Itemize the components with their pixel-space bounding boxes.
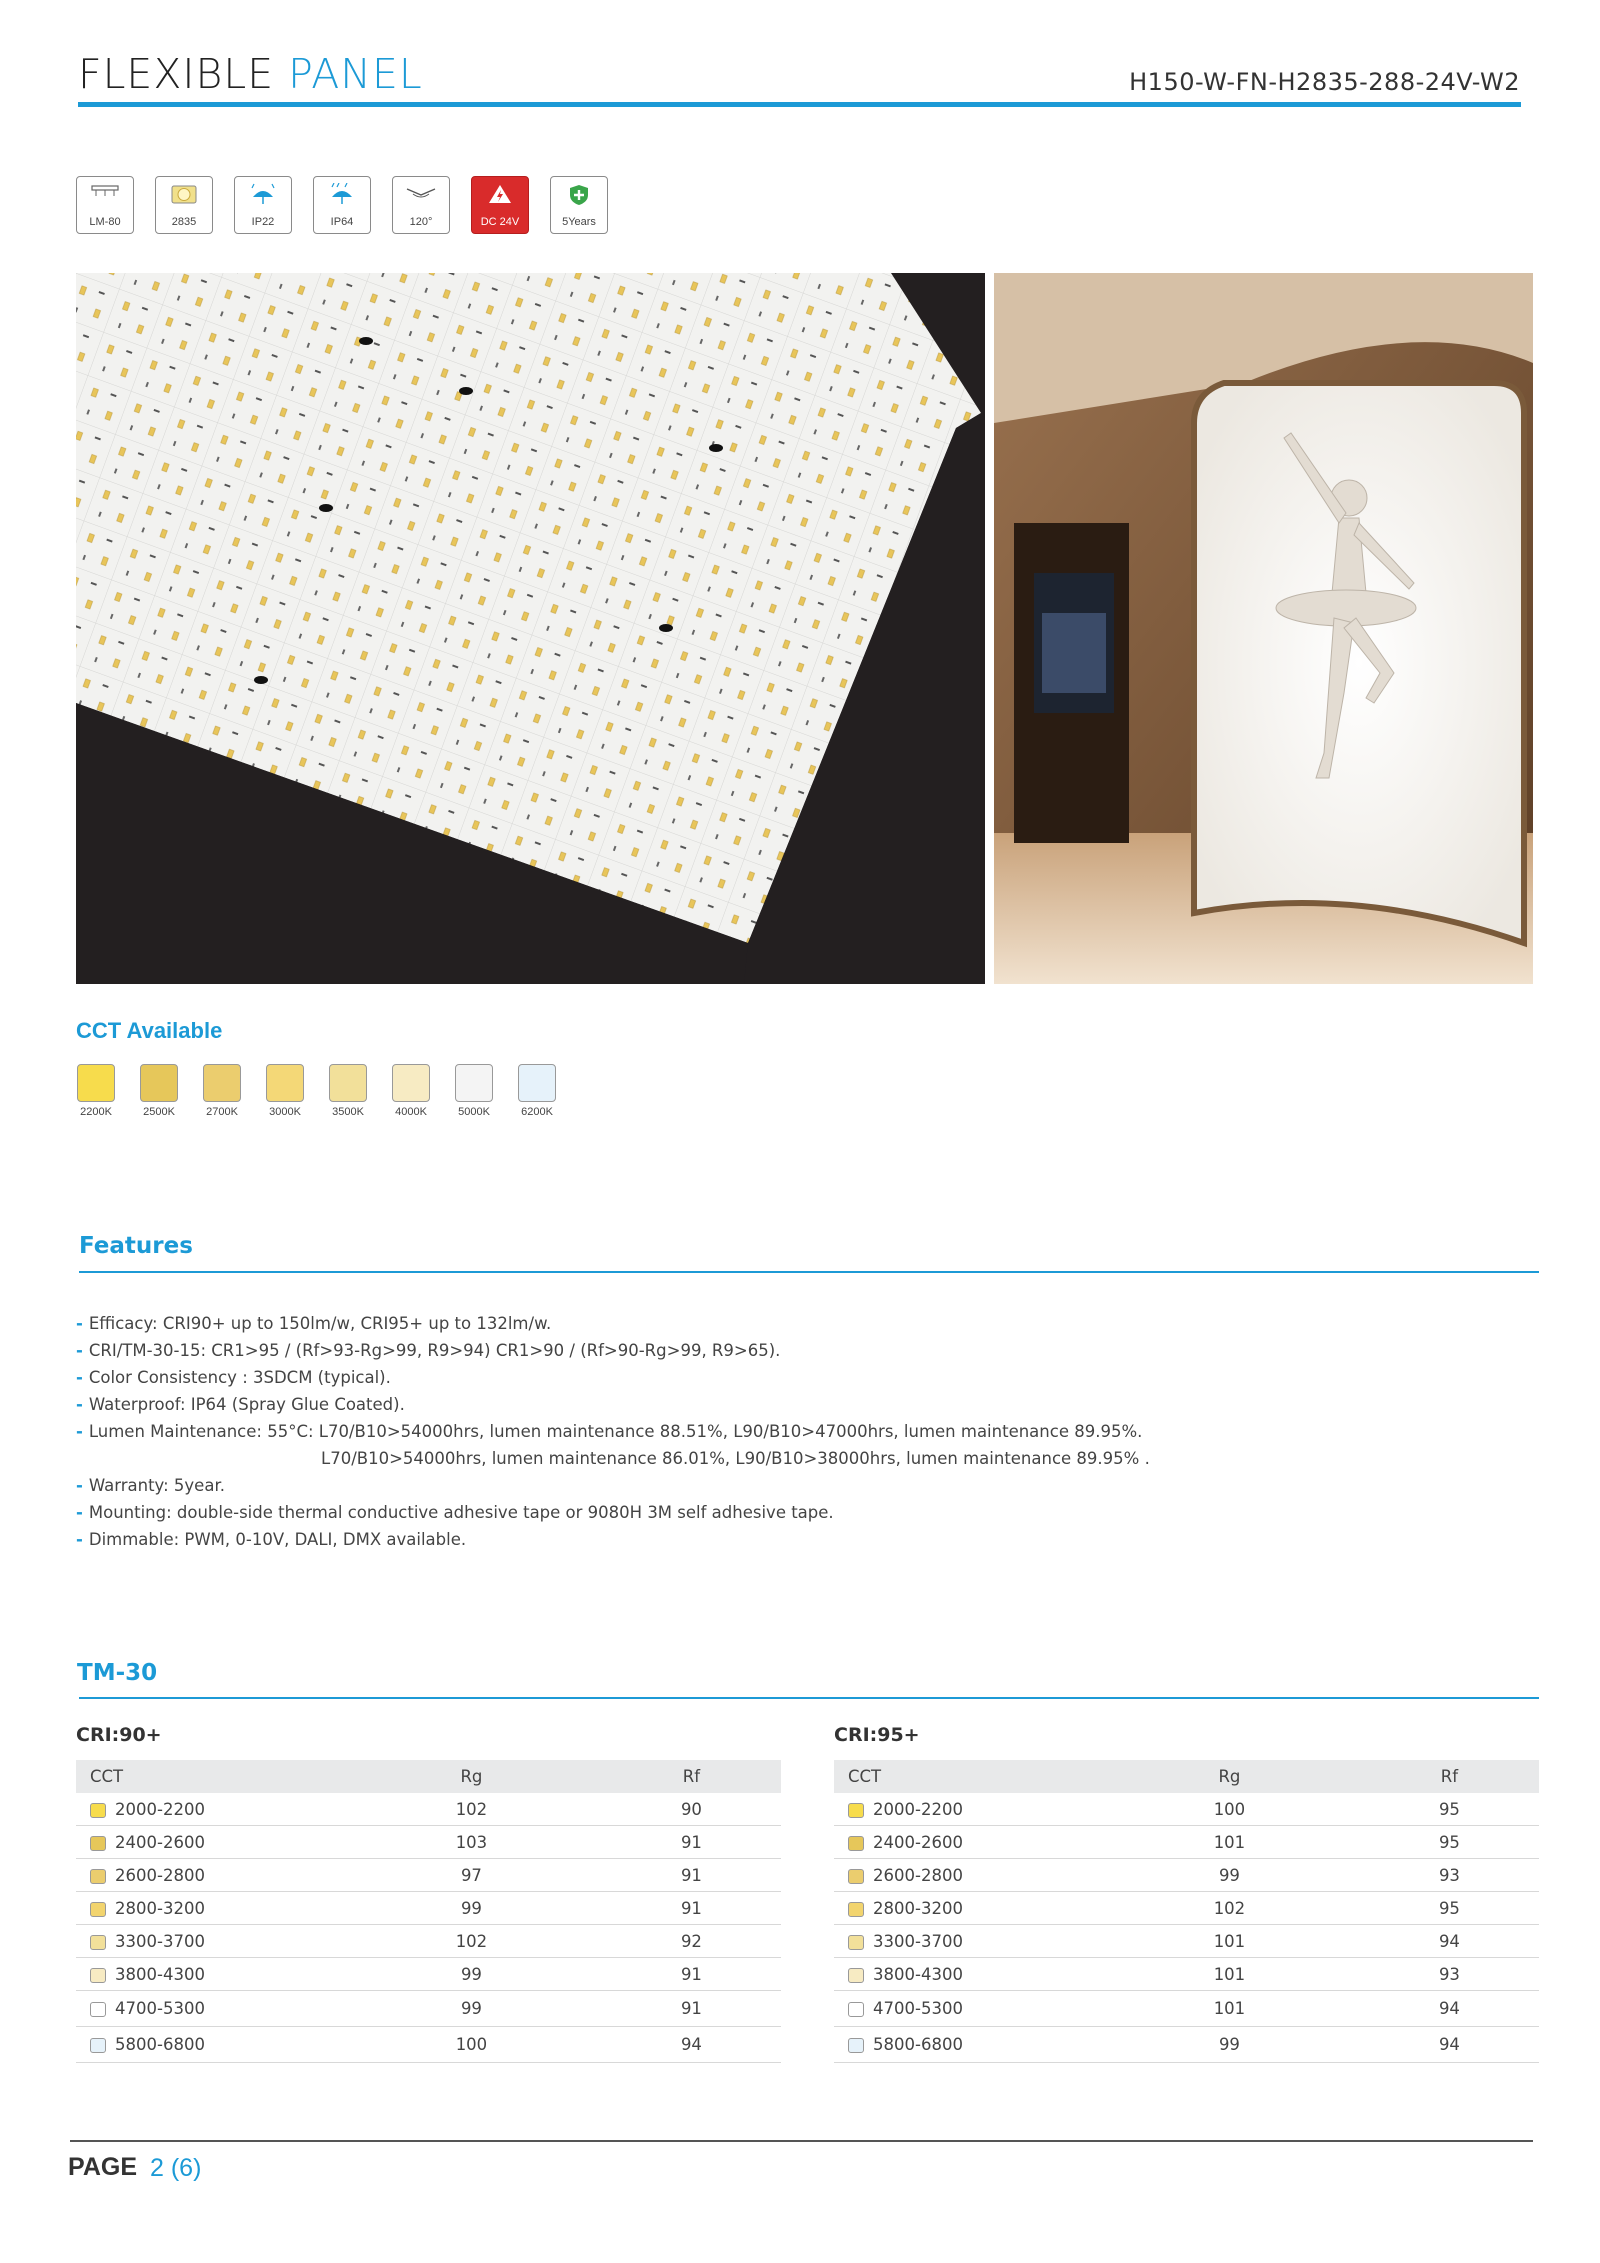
rf-value: 95 — [1360, 1793, 1539, 1826]
feature-text: Mounting: double-side thermal conductive adhesive tape or 9080H 3M self adhesive tape. — [88, 1503, 834, 1522]
led-panel-illustration — [76, 273, 985, 984]
page-number: 2 (6) — [150, 2154, 202, 2182]
swatch-label: 2700K — [206, 1106, 238, 1118]
cct-color-chip — [848, 1968, 864, 1983]
rf-value: 94 — [602, 2027, 781, 2063]
column-header: CCT — [76, 1760, 341, 1793]
list-item: - Mounting: double-side thermal conductive adhesive tape or 9080H 3M self adhesive tape. — [76, 1503, 834, 1522]
cct-color-chip — [848, 2002, 864, 2017]
cct-range: 4700-5300 — [115, 1999, 205, 2018]
header-divider — [78, 102, 1521, 107]
rg-value: 102 — [341, 1793, 602, 1826]
umbrella-rain-icon — [327, 183, 357, 207]
rg-value: 102 — [1099, 1892, 1360, 1925]
footer-divider — [70, 2140, 1533, 2142]
feature-text: Efficacy: CRI90+ up to 150lm/w, CRI95+ up to 132lm/w. — [88, 1314, 552, 1333]
lm80-icon — [88, 183, 122, 203]
feature-text: Lumen Maintenance: 55°C: L70/B10>54000hrs, lumen maintenance 88.51%, L90/B10>47000hrs, lumen maintenance 89.95%. — [88, 1422, 1143, 1441]
table-row — [834, 1892, 1539, 1925]
badge-label: IP64 — [330, 216, 354, 228]
table-row — [76, 1991, 781, 2027]
rf-value: 91 — [602, 1958, 781, 1991]
cct-range: 4700-5300 — [873, 1999, 963, 2018]
cct-range: 2400-2600 — [115, 1832, 205, 1852]
rg-value: 99 — [1099, 1859, 1360, 1892]
badge-label: IP22 — [251, 216, 275, 228]
cct-range: 3800-4300 — [873, 1964, 963, 1984]
table-title-cri90: CRI:90+ — [76, 1724, 162, 1746]
list-item: - CRI/TM-30-15: CR1>95 / (Rf>93-Rg>99, R9>94) CR1>90 / (Rf>90-Rg>99, R9>65). — [76, 1341, 781, 1360]
rg-value: 99 — [341, 1958, 602, 1991]
list-item: - Waterproof: IP64 (Spray Glue Coated). — [76, 1395, 405, 1414]
rf-value: 91 — [602, 1892, 781, 1925]
table-row — [834, 1859, 1539, 1892]
list-item: - Color Consistency : 3SDCM (typical). — [76, 1368, 391, 1387]
rf-value: 91 — [602, 1991, 781, 2027]
rg-value: 101 — [1099, 1958, 1360, 1991]
swatch-color — [329, 1064, 367, 1102]
badge-ip22 — [234, 176, 292, 234]
rf-value: 93 — [1360, 1958, 1539, 1991]
rf-value: 95 — [1360, 1826, 1539, 1859]
cct-range: 3300-3700 — [115, 1931, 205, 1951]
rf-value: 90 — [602, 1793, 781, 1826]
swatch-color — [518, 1064, 556, 1102]
product-photo-led-panel — [76, 273, 985, 984]
rg-value: 101 — [1099, 1991, 1360, 2027]
table-row — [76, 1892, 781, 1925]
feature-text: CRI/TM-30-15: CR1>95 / (Rf>93-Rg>99, R9>94) CR1>90 / (Rf>90-Rg>99, R9>65). — [88, 1341, 781, 1360]
cct-range: 2800-3200 — [873, 1898, 963, 1918]
rg-value: 99 — [341, 1892, 602, 1925]
tm30-heading: TM-30 — [77, 1660, 158, 1686]
table-row — [834, 1991, 1539, 2027]
tm30-table-cri90 — [76, 1760, 781, 2063]
swatch-color — [77, 1064, 115, 1102]
title-word-1: FLEXIBLE — [78, 50, 275, 98]
table-row — [76, 1958, 781, 1991]
cct-range: 3800-4300 — [115, 1964, 205, 1984]
cct-color-chip — [90, 2002, 106, 2017]
list-item: - Lumen Maintenance: 55°C: L70/B10>54000hrs, lumen maintenance 88.51%, L90/B10>47000hrs, lumen maintenance 89.95%. — [76, 1422, 1143, 1441]
cct-color-chip — [90, 2038, 106, 2053]
swatch-label: 2500K — [143, 1106, 175, 1118]
column-header: Rg — [1099, 1760, 1360, 1793]
badge-warranty — [550, 176, 608, 234]
swatch-color — [203, 1064, 241, 1102]
rf-value: 93 — [1360, 1859, 1539, 1892]
cct-swatch — [139, 1064, 179, 1118]
badge-label: 120° — [409, 216, 433, 228]
beam-angle-icon — [404, 183, 438, 203]
rg-value: 100 — [341, 2027, 602, 2063]
column-header: Rf — [1360, 1760, 1539, 1793]
cct-color-chip — [90, 1869, 106, 1884]
badge-label: DC 24V — [480, 216, 520, 228]
feature-text: Waterproof: IP64 (Spray Glue Coated). — [88, 1395, 405, 1414]
cct-swatch — [328, 1064, 368, 1118]
rg-value: 101 — [1099, 1925, 1360, 1958]
table-row — [834, 2027, 1539, 2063]
cct-color-chip — [848, 1803, 864, 1818]
tm30-divider — [79, 1697, 1539, 1699]
badge-2835 — [155, 176, 213, 234]
ballerina-lightbox-illustration — [994, 273, 1533, 984]
spec-badges — [76, 176, 608, 234]
page-title — [78, 50, 423, 98]
table-header-row — [834, 1760, 1539, 1793]
rf-value: 91 — [602, 1859, 781, 1892]
table-header-row — [76, 1760, 781, 1793]
table-row — [834, 1793, 1539, 1826]
badge-label: 2835 — [171, 216, 197, 228]
table-row — [76, 1859, 781, 1892]
badge-beam-angle — [392, 176, 450, 234]
cct-range: 2400-2600 — [873, 1832, 963, 1852]
cct-range: 5800-6800 — [873, 2035, 963, 2054]
table-row — [76, 1826, 781, 1859]
rf-value: 91 — [602, 1826, 781, 1859]
table-title-cri95: CRI:95+ — [834, 1724, 920, 1746]
rg-value: 102 — [341, 1925, 602, 1958]
shield-icon — [567, 183, 591, 207]
umbrella-rain-icon — [248, 183, 278, 207]
cct-color-chip — [90, 1803, 106, 1818]
swatch-color — [392, 1064, 430, 1102]
cct-range: 2600-2800 — [873, 1865, 963, 1885]
swatch-label: 3000K — [269, 1106, 301, 1118]
rf-value: 92 — [602, 1925, 781, 1958]
cct-color-chip — [848, 1836, 864, 1851]
cct-range: 5800-6800 — [115, 2035, 205, 2054]
table-row — [834, 1925, 1539, 1958]
page-label: PAGE — [68, 2153, 137, 2181]
cct-color-chip — [90, 1902, 106, 1917]
column-header: CCT — [834, 1760, 1099, 1793]
rf-value: 94 — [1360, 1925, 1539, 1958]
table-row — [76, 2027, 781, 2063]
badge-ip64 — [313, 176, 371, 234]
tm30-table-cri95 — [834, 1760, 1539, 2063]
swatch-label: 3500K — [332, 1106, 364, 1118]
list-item-continuation: L70/B10>54000hrs, lumen maintenance 86.01%, L90/B10>38000hrs, lumen maintenance 89.95% . — [321, 1449, 1150, 1468]
features-list — [76, 1310, 1476, 1553]
application-photo-ballerina — [994, 273, 1533, 984]
list-item: - Warranty: 5year. — [76, 1476, 225, 1495]
table-row — [834, 1958, 1539, 1991]
cct-range: 3300-3700 — [873, 1931, 963, 1951]
cct-swatch-row — [76, 1064, 557, 1118]
swatch-label: 4000K — [395, 1106, 427, 1118]
cct-color-chip — [848, 1902, 864, 1917]
rg-value: 101 — [1099, 1826, 1360, 1859]
table-row — [76, 1925, 781, 1958]
swatch-label: 2200K — [80, 1106, 112, 1118]
badge-dc24v — [471, 176, 529, 234]
list-item: - Efficacy: CRI90+ up to 150lm/w, CRI95+ up to 132lm/w. — [76, 1314, 552, 1333]
swatch-color — [266, 1064, 304, 1102]
swatch-label: 5000K — [458, 1106, 490, 1118]
swatch-label: 6200K — [521, 1106, 553, 1118]
led-chip-icon — [167, 183, 201, 207]
model-number: H150-W-FN-H2835-288-24V-W2 — [1129, 68, 1520, 96]
column-header: Rg — [341, 1760, 602, 1793]
table-row — [834, 1826, 1539, 1859]
feature-text: Dimmable: PWM, 0-10V, DALI, DMX available. — [88, 1530, 467, 1549]
cct-range: 2000-2200 — [873, 1799, 963, 1819]
cct-color-chip — [848, 1935, 864, 1950]
warning-triangle-icon — [487, 183, 513, 205]
cct-swatch — [517, 1064, 557, 1118]
rg-value: 99 — [341, 1991, 602, 2027]
rg-value: 100 — [1099, 1793, 1360, 1826]
cct-color-chip — [90, 1836, 106, 1851]
cct-swatch — [391, 1064, 431, 1118]
title-word-2: PANEL — [288, 50, 423, 98]
rf-value: 94 — [1360, 2027, 1539, 2063]
cct-swatch — [76, 1064, 116, 1118]
feature-text: Warranty: 5year. — [88, 1476, 225, 1495]
cct-range: 2600-2800 — [115, 1865, 205, 1885]
rf-value: 94 — [1360, 1991, 1539, 2027]
swatch-color — [455, 1064, 493, 1102]
rg-value: 99 — [1099, 2027, 1360, 2063]
cct-range: 2800-3200 — [115, 1898, 205, 1918]
table-row — [76, 1793, 781, 1826]
cct-color-chip — [90, 1968, 106, 1983]
cct-range: 2000-2200 — [115, 1799, 205, 1819]
cct-swatch — [202, 1064, 242, 1118]
cct-color-chip — [848, 2038, 864, 2053]
cct-available-heading: CCT Available — [76, 1018, 223, 1043]
list-item: - Dimmable: PWM, 0-10V, DALI, DMX available. — [76, 1530, 467, 1549]
cct-swatch — [454, 1064, 494, 1118]
cct-swatch — [265, 1064, 305, 1118]
features-divider — [79, 1271, 1539, 1273]
rf-value: 95 — [1360, 1892, 1539, 1925]
cct-color-chip — [848, 1869, 864, 1884]
rg-value: 97 — [341, 1859, 602, 1892]
column-header: Rf — [602, 1760, 781, 1793]
badge-label: 5Years — [562, 216, 596, 228]
feature-text: Color Consistency : 3SDCM (typical). — [88, 1368, 391, 1387]
swatch-color — [140, 1064, 178, 1102]
features-heading: Features — [79, 1233, 193, 1259]
badge-lm80 — [76, 176, 134, 234]
cct-color-chip — [90, 1935, 106, 1950]
badge-label: LM-80 — [89, 216, 121, 228]
rg-value: 103 — [341, 1826, 602, 1859]
